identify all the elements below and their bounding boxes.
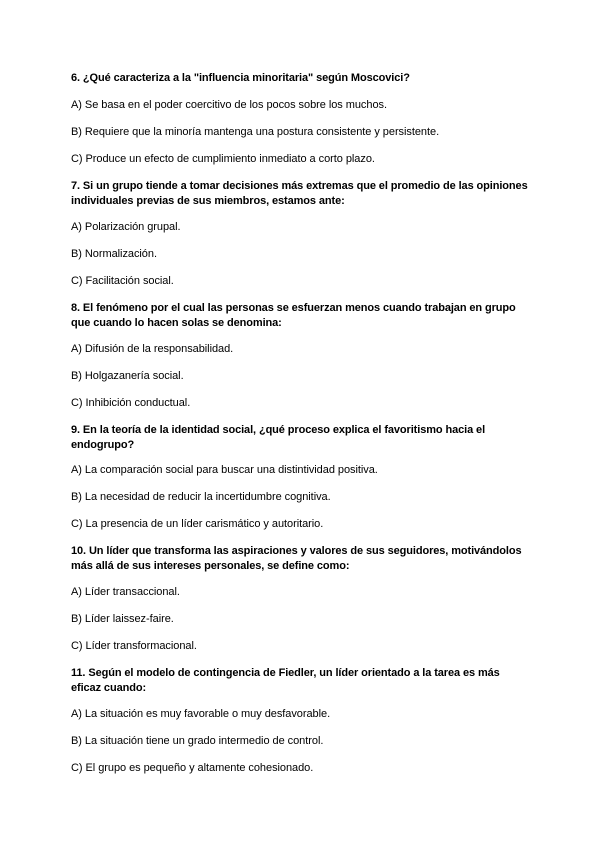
- question-11-option-a: A) La situación es muy favorable o muy desfavorable.: [71, 708, 331, 720]
- question-7-title: 7. Si un grupo tiende a tomar decisiones más extremas que el promedio de las opiniones individuales previas de sus miembros, estamos ante:: [71, 180, 528, 207]
- question-9-option-c: C) La presencia de un líder carismático y autoritario.: [71, 518, 324, 530]
- question-10-option-c: C) Líder transformacional.: [71, 640, 197, 652]
- question-8-title: 8. El fenómeno por el cual las personas se esfuerzan menos cuando trabajan en grupo que cuando lo hacen solas se denomina:: [71, 302, 516, 329]
- question-8-option-c: C) Inhibición conductual.: [71, 397, 191, 409]
- question-10-title: 10. Un líder que transforma las aspiraciones y valores de sus seguidores, motivándolos más allá de sus intereses personales, se define como:: [71, 545, 522, 572]
- question-8-option-b: B) Holgazanería social.: [71, 370, 184, 382]
- question-6-option-c: C) Produce un efecto de cumplimiento inmediato a corto plazo.: [71, 153, 375, 165]
- question-6-option-a: A) Se basa en el poder coercitivo de los pocos sobre los muchos.: [71, 99, 387, 111]
- question-11-title: 11. Según el modelo de contingencia de Fiedler, un líder orientado a la tarea es más eficaz cuando:: [71, 667, 500, 694]
- question-9-option-a: A) La comparación social para buscar una distintividad positiva.: [71, 464, 378, 476]
- question-11-option-b: B) La situación tiene un grado intermedio de control.: [71, 735, 324, 747]
- question-10-option-a: A) Líder transaccional.: [71, 586, 180, 598]
- question-8-option-a: A) Difusión de la responsabilidad.: [71, 343, 234, 355]
- question-10-option-b: B) Líder laissez-faire.: [71, 613, 174, 625]
- question-7-option-b: B) Normalización.: [71, 248, 157, 260]
- question-6-option-b: B) Requiere que la minoría mantenga una postura consistente y persistente.: [71, 126, 440, 138]
- question-9-option-b: B) La necesidad de reducir la incertidumbre cognitiva.: [71, 491, 331, 503]
- question-9-title: 9. En la teoría de la identidad social, ¿qué proceso explica el favoritismo hacia el endogrupo?: [71, 424, 486, 451]
- question-11-option-c: C) El grupo es pequeño y altamente cohesionado.: [71, 762, 314, 774]
- question-6-title: 6. ¿Qué caracteriza a la "influencia minoritaria" según Moscovici?: [71, 72, 410, 84]
- question-7-option-c: C) Facilitación social.: [71, 275, 174, 287]
- question-7-option-a: A) Polarización grupal.: [71, 221, 181, 233]
